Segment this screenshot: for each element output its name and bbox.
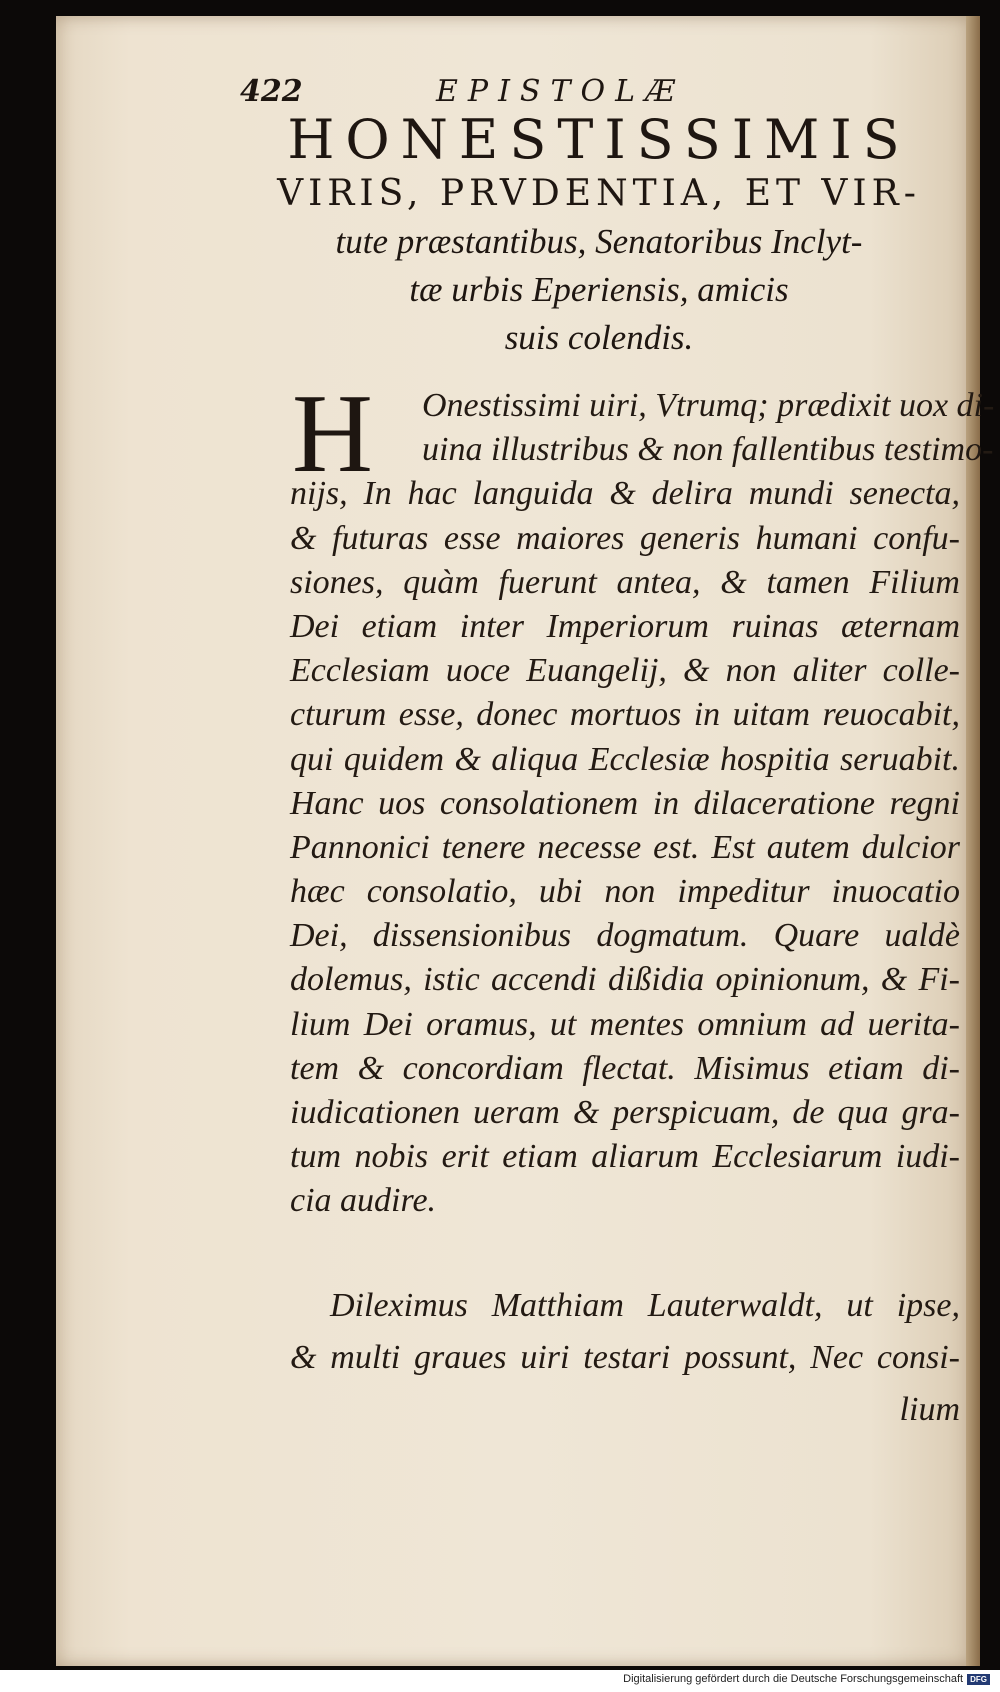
- body-line: Dei etiam inter Imperiorum ruinas æternam: [290, 607, 960, 645]
- body-line: cturum esse, donec mortuos in uitam reuocabit,: [290, 696, 960, 734]
- body-line: lium Dei oramus, ut mentes omnium ad uerita-: [290, 1005, 960, 1043]
- body-line: Dileximus Matthiam Lauterwaldt, ut ipse,: [330, 1287, 960, 1324]
- dfg-logo-icon: DFG: [967, 1674, 990, 1685]
- page-header: [240, 74, 920, 110]
- credit-text: Digitalisierung gefördert durch die Deutsche Forschungsgemeinschaft: [623, 1673, 964, 1685]
- body-line: nijs, In hac languida & delira mundi senecta,: [290, 475, 960, 513]
- page-edge: [966, 16, 980, 1666]
- page-number: 422: [240, 74, 303, 109]
- title-line-3: tute præstantibus, Senatoribus Inclyt-: [335, 222, 863, 261]
- body-line: & multi graues uiri testari possunt, Nec consi-: [290, 1339, 960, 1376]
- body-line: iudicationen ueram & perspicuam, de qua gra-: [290, 1094, 960, 1131]
- second-paragraph: [290, 1280, 960, 1436]
- catchword: lium: [899, 1391, 960, 1428]
- title-line-4: tæ urbis Eperiensis, amicis: [409, 270, 789, 309]
- body-line: Onestissimi uiri, Vtrumq; prædixit uox di-: [422, 387, 995, 424]
- body-line: Hanc uos consolationem in dilaceratione regni: [290, 784, 960, 822]
- title-line-1: HONESTISSIMIS: [287, 108, 911, 171]
- body-line: hæc consolatio, ubi non impeditur inuocatio: [290, 873, 960, 911]
- letter-body: [290, 372, 995, 1224]
- body-line: tum nobis erit etiam aliarum Ecclesiarum iudi-: [290, 1138, 960, 1176]
- body-line: uina illustribus & non fallentibus testimo-: [422, 431, 994, 469]
- title-line-2: VIRIS, PRVDENTIA, ET VIR-: [277, 173, 921, 214]
- digitization-credit: [623, 1673, 990, 1685]
- running-head: EPISTOLÆ: [436, 74, 686, 109]
- title-line-5: suis colendis.: [504, 318, 694, 357]
- body-line: Pannonici tenere necesse est. Est autem dulcior: [290, 828, 960, 866]
- body-line: Dei, dissensionibus dogmatum. Quare ualdè: [290, 917, 960, 955]
- body-line: & futuras esse maiores generis humani confu-: [290, 519, 960, 557]
- drop-cap-initial: H: [292, 372, 373, 496]
- body-line: cia audire.: [290, 1182, 437, 1220]
- body-line: Ecclesiam uoce Euangelij, & non aliter colle-: [290, 652, 960, 690]
- body-line: qui quidem & aliqua Ecclesiæ hospitia seruabit.: [290, 740, 960, 778]
- body-line: dolemus, istic accendi dißidia opinionum, & Fi-: [290, 961, 960, 999]
- letter-title: [234, 110, 964, 362]
- body-line: siones, quàm fuerunt antea, & tamen Filium: [290, 563, 960, 601]
- body-line: tem & concordiam flectat. Misimus etiam di-: [290, 1049, 960, 1087]
